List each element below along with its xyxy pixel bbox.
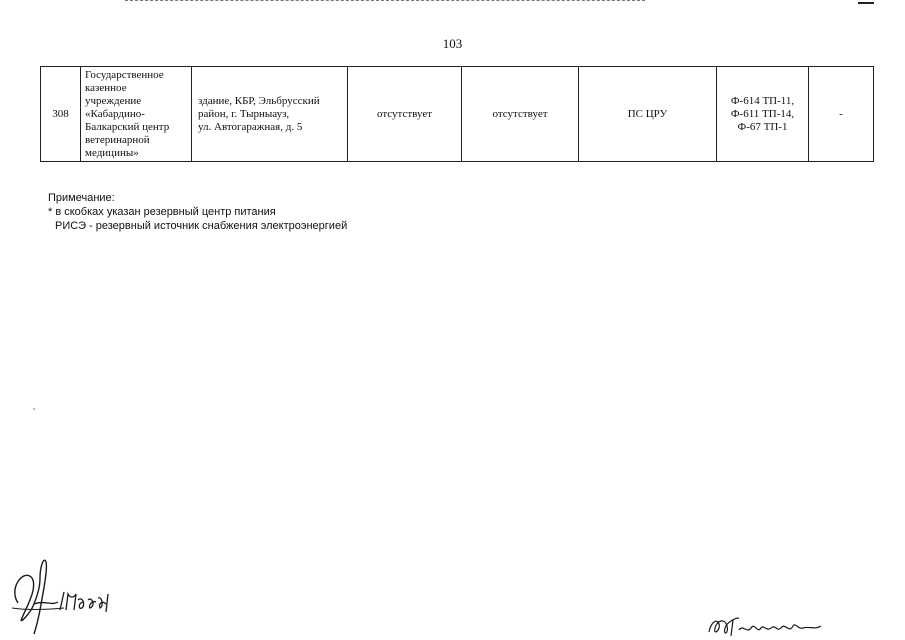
cell-last: -	[809, 67, 874, 162]
top-dashed-rule	[125, 0, 645, 1]
cell-organization-name: Государственное казенное учреждение «Кабардино- Балкарский центр ветеринарной медицины»	[81, 67, 192, 162]
page-number: 103	[442, 36, 463, 51]
cell-address: здание, КБР, Эльбрусский район, г. Тырныауз, ул. Автогаражная, д. 5	[192, 67, 348, 162]
note-line-rise: РИСЭ - резервный источник снабжения электроэнергией	[55, 220, 348, 232]
cell-feeders: Ф-614 ТП-11, Ф-611 ТП-14, Ф-67 ТП-1	[717, 67, 809, 162]
signature-right	[705, 612, 825, 640]
note-title: Примечание:	[48, 192, 115, 204]
table-row	[41, 67, 874, 162]
signature-left	[4, 548, 114, 638]
note-block	[48, 191, 347, 233]
cell-substation: ПС ЦРУ	[579, 67, 717, 162]
cell-status-a: отсутствует	[348, 67, 462, 162]
note-line-reserve-center: * в скобках указан резервный центр питания	[48, 206, 276, 218]
data-table	[40, 66, 874, 162]
scan-speck	[33, 408, 35, 410]
cell-status-b: отсутствует	[462, 67, 579, 162]
cell-row-number: 308	[41, 67, 81, 162]
top-right-rule	[858, 2, 874, 4]
